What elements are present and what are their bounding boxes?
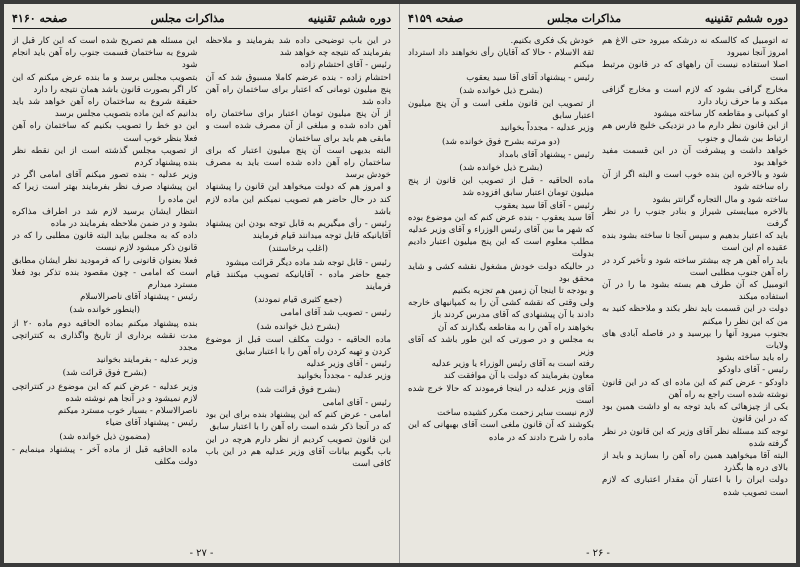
right-page-left-column: [408, 35, 594, 549]
text-paragraph: رئیس - پیشنهاد آقای آقا سید یعقوب: [466, 72, 594, 83]
text-paragraph: وزیر عدلیه - مجدداً بخوانید: [297, 371, 391, 382]
text-paragraph: خودش یک فکری بکنیم.: [510, 36, 594, 46]
text-paragraph: ماده الحاقیه قبل از ماده آخر - پیشنهاد مینمایم - دولت مکلف: [12, 444, 198, 467]
text-paragraph: وزیر عدلیه - بفرمایند بخوانید: [96, 355, 198, 366]
text-paragraph: البته بدیهی است آن پنج میلیون اعتبار که برای ساختمان راه آهن داده شده است باید به مصرف خودش برسد: [205, 145, 391, 181]
left-page-right-column: [206, 35, 392, 549]
right-page: [400, 4, 796, 563]
text-paragraph: توجه کند مسئله نظر آقای وزیر که این قانون در نظر گرفته شده: [602, 426, 788, 449]
text-paragraph: آقای وزیر عدلیه در اینجا فرمودند که حالا خرج شده است: [408, 383, 594, 406]
left-header-title: مذاکرات مجلس: [150, 11, 225, 25]
text-paragraph: دولت در این قسمت باید نظر بکند و ملاحظه کنید به من که این نظر را میکنم: [602, 304, 788, 327]
right-page-columns: [408, 35, 788, 549]
text-paragraph: وزیر عدلیه - مجدداً بخوانید: [500, 123, 594, 134]
text-paragraph: باید که اعتبار بدهیم و سپس آنجا تا ساخته بشود بنده عقیده ام این است: [602, 231, 788, 254]
text-paragraph: احتشام زاده - بنده عرضم کاملا مسبوق شد که آن پنج میلیون تومانی که اعتبار برای ساختمان راه آهن داده شد: [205, 72, 391, 108]
text-paragraph: راه باید ساخته بشود: [716, 353, 788, 364]
text-paragraph: اصلا استفاده نیست آن راههای که در قانون مرتبط است: [602, 60, 788, 83]
text-paragraph: و بودجه تا اینجا آن زمین هم تجزیه بکنیم: [452, 286, 594, 297]
text-paragraph: به مجلس و در صورتی که این طور باشد که آقای وزیر: [408, 334, 594, 358]
text-paragraph: رئیس - پیشنهاد آقای بامداد: [498, 149, 594, 160]
text-paragraph: (بشرح ذیل خوانده شد): [256, 321, 340, 332]
text-paragraph: بنده پیشنهاد میکنم بماده الحاقیه دوم ماده ۲۰ از مدت نقشه برداری از تاریخ واگذاری به کنتراتچی مجدد: [12, 318, 198, 354]
text-paragraph: این مسئله هم تصریح شده است که این کار قبل از شروع به ساختمان قسمت جنوب راه آهن باید انجام شود: [12, 36, 198, 71]
text-paragraph: این دو خط را تصویب بکنیم که ساختمان راه آهن فعلا بنظر خوب است: [12, 121, 198, 144]
text-paragraph: بخواهند راه آهن را به مقاطعه بگذارند که آن: [438, 322, 594, 333]
text-paragraph: بکوشند که آن قانون ملغی است آقای بهبهانی که این ماده را شرح دادند که در ماده: [408, 420, 594, 443]
right-page-header: [408, 8, 788, 29]
text-paragraph: (بشرح فوق قرائت شد): [256, 384, 341, 395]
text-paragraph: ناصرالاسلام - بسیار خوب مسترد میکنم: [58, 406, 198, 417]
text-paragraph: از این قانون نظر دارم ما در نزدیکی خلیج فارس هم ارتباط بین شمال و جنوب: [602, 121, 788, 144]
text-paragraph: فعلا بعنوان قانونی را که فرمودید نظر ایشان مطابق است که امامی - چون مقصود بنده تذکر بود فعلا مسترد میدارم: [12, 255, 198, 291]
text-paragraph: (مضمون ذیل خوانده شد): [59, 431, 151, 442]
text-paragraph: رئیس - قابل توجه شد ماده دیگر قرائت میشود: [225, 257, 391, 268]
text-paragraph: (بشرح فوق قرائت شد): [62, 368, 147, 379]
left-page-left-column: [12, 35, 198, 549]
right-header-title: مذاکرات مجلس: [547, 11, 622, 25]
left-page-columns: [12, 35, 391, 549]
text-paragraph: رئیس - تصویب شد آقای امامی: [280, 308, 391, 319]
left-page-header: [12, 8, 391, 29]
text-paragraph: داده که به مجلس بیاید البته قانون مطلبی را که در قانون ذکر میشود لازم نیست: [12, 231, 198, 254]
text-paragraph: معاون بفرمایند که دولت با آن موافقت کند: [443, 371, 594, 382]
text-paragraph: باید راه آهن هر چه بیشتر ساخته شود و تأخیر کرد در راه آهن جنوب مطلبی است: [602, 255, 788, 278]
text-paragraph: در این باب توضیحی داده شد بفرمایند و ملاحظه بفرمایند که نتیجه چه خواهد شد: [205, 36, 391, 59]
text-paragraph: (اغلب برخاستند): [268, 244, 329, 255]
text-paragraph: رئیس - آقای آقا سید یعقوب: [494, 200, 594, 211]
text-paragraph: از تصویب مجلس گذشته است از این نقطه نظر بنده پیشنهاد کردم: [12, 145, 198, 169]
right-page-folio: - ۲۶ -: [586, 548, 610, 559]
text-paragraph: خواهد داشت و پیشرفت آن در این قسمت مفید خواهد بود: [602, 145, 788, 169]
text-paragraph: رئیس - آقای وزیر عدلیه: [306, 359, 391, 370]
text-paragraph: او کمپانی و مقاطعه کار ساخته میشود: [653, 109, 788, 120]
text-paragraph: (دو مرتبه بشرح فوق خوانده شد): [441, 136, 561, 147]
text-paragraph: بجنوب میرود آنها را بپرسید و در فاصله آبادی های ولایات: [602, 328, 788, 352]
text-paragraph: امامی - عرض کنم که این پیشنهاد بنده برای این بود که در آنجا ذکر شده است راه آهن را با اعتبار سابق: [205, 410, 391, 433]
text-paragraph: ساخته شود و مال التجاره گرانتر بشود: [652, 194, 788, 205]
text-paragraph: رئیس - آقای امامی: [322, 397, 391, 408]
text-paragraph: بتصویب مجلس برسد و ما بنده عرض میکنم که این کار اگر بصورت قانون باشد همان نتیجه را دارد: [12, 72, 198, 95]
text-paragraph: مطلب معلوم است که این پنج میلیون اعتبار دادیم بدولت: [408, 237, 594, 260]
text-paragraph: رفته است به آقای رئیس الوزراء یا وزیر عدلیه: [431, 359, 594, 370]
text-paragraph: شود و بالاخره این بنده خوب است و البته اگر از آن راه ساخته شود: [602, 170, 788, 193]
left-page: [4, 4, 400, 563]
text-paragraph: یکی از چیزهائی که باید توجه به او داشت همین بود که در این قانون: [602, 402, 788, 425]
text-paragraph: ماده الحاقیه - دولت مکلف است قبل از موضوع کردن و تهیه کردن راه آهن را با اعتبار سابق: [205, 334, 391, 358]
text-paragraph: رئیس - آقای داودکو: [718, 365, 788, 376]
text-paragraph: ماده الحاقیه - قبل از تصویب این قانون از پنج میلیون تومان اعتبار سابق افزوده شد: [408, 176, 594, 199]
text-paragraph: آقا سید یعقوب - بنده عرض کنم که این موضوع بوده که شهر ما بین آقای رئیس الوزراء و آقای وزیر عدلیه: [408, 212, 594, 236]
text-paragraph: رئیس - پیشنهاد آقای ضیاء: [105, 418, 198, 429]
text-paragraph: حقیقة شروع به ساختمان راه آهن خواهد شد باید بدانیم که این ماده بتصویب مجلس برسد: [12, 97, 198, 120]
text-paragraph: و امروز هم که دولت میخواهد این قانون را پیشنهاد کند در حال حاضر هم تصویب نمیکنم این ماده لازم باشد: [205, 182, 391, 217]
book-spread: [4, 4, 796, 563]
text-paragraph: ثقة الاسلام - حالا که آقایان رأی نخواهند داد استرداد میکنم: [408, 48, 594, 71]
text-paragraph: انتظار ایشان برسید لازم شد در اطراف مذاکره بشود و در ضمن ملاحظه بفرمایند در ماده: [12, 206, 198, 230]
text-paragraph: از تصویب این قانون ملغی است و آن پنج میلیون اعتبار سابق: [408, 99, 594, 122]
text-paragraph: (اینطور خوانده شد): [69, 305, 140, 316]
text-paragraph: دولت ایران را با اعتبار آن مقدار اعتباری که لازم است تصویب شده: [602, 475, 788, 498]
text-paragraph: جمع حاضر ماده - آقایانیکه تصویب میکنند قیام فرمایند: [205, 269, 391, 293]
text-paragraph: وزیر عدلیه - عرض کنم که این موضوع در کنتراتچی لازم نمیشود و در آنجا هم نوشته شده: [12, 381, 198, 404]
text-paragraph: لازم نیست سایر زحمت مکرر کشیده ساخت: [437, 408, 594, 419]
left-header-session: دوره ششم تقنینیه: [307, 11, 391, 25]
text-paragraph: (جمع کثیری قیام نمودند): [254, 295, 343, 306]
text-paragraph: اتومبیل که آن طرف هم بسته بشود ما را در آن استفاده میکند: [602, 280, 788, 303]
text-paragraph: البته آقا میخواهید همین راه آهن را بسازید و باید از بالای دره ها بگذرد: [602, 450, 788, 474]
text-paragraph: ته اتومبیل که کالسکه نه درشکه میرود حتی الاغ هم امروز آنجا نمیرود: [602, 36, 788, 59]
right-page-right-column: [602, 35, 788, 549]
text-paragraph: (بشرح ذیل خوانده شد): [459, 163, 543, 174]
text-paragraph: از آن پنج میلیون تومان اعتبار برای ساختمان راه آهن داده شده و مبلغی از آن مصرف شده است و مابقی هم باید برای ساختمان: [205, 109, 391, 144]
text-paragraph: مخارج گرافی بشود که لازم است و مخارج گزافی میکند و ما حرف زیاد دارد: [602, 84, 788, 108]
text-paragraph: در حالیکه دولت خودش مشغول نقشه کشی و شاید محقق بود: [408, 261, 594, 284]
text-paragraph: این قانون تصویب کردیم از نظر دارم هرچه در این باب بگویم بیانات آقای وزیر عدلیه هم در این باب کافی است: [205, 434, 391, 469]
text-paragraph: داودکو - عرض کنم که این ماده ای که در این قانون نوشته شده است راجع به راه آهن: [602, 377, 788, 400]
left-page-folio: - ۲۷ -: [189, 548, 214, 559]
text-paragraph: وزیر عدلیه - بنده تصور میکنم آقای امامی اگر در این پیشنهاد صرف نظر بفرمایند بهتر است زیرا که این ماده را: [12, 170, 198, 205]
text-paragraph: رئیس - پیشنهاد آقای ناصرالاسلام: [80, 292, 198, 303]
text-paragraph: رئیس - آقای احتشام زاده: [300, 60, 391, 71]
left-header-page-number: صفحه ۴۱۶۰: [12, 11, 68, 25]
text-paragraph: بالاخره میبایستی شیراز و بنادر جنوب را در نظر گرفت: [602, 206, 788, 230]
text-paragraph: (بشرح ذیل خوانده شد): [459, 85, 543, 96]
text-paragraph: ولی وقتی که نقشه کشی آن را به کمپانیهای خارجه دادند با آن پیشنهادی که آقای مدرس کردند باز: [408, 298, 594, 321]
right-header-page-number: صفحه ۴۱۵۹: [408, 11, 464, 25]
text-paragraph: رئیس - رأی میگیریم به قابل توجه بودن این پیشنهاد آقایانیکه قابل توجه میدانند قیام فرمایند: [205, 219, 391, 242]
right-header-session: دوره ششم تقنینیه: [704, 11, 788, 25]
